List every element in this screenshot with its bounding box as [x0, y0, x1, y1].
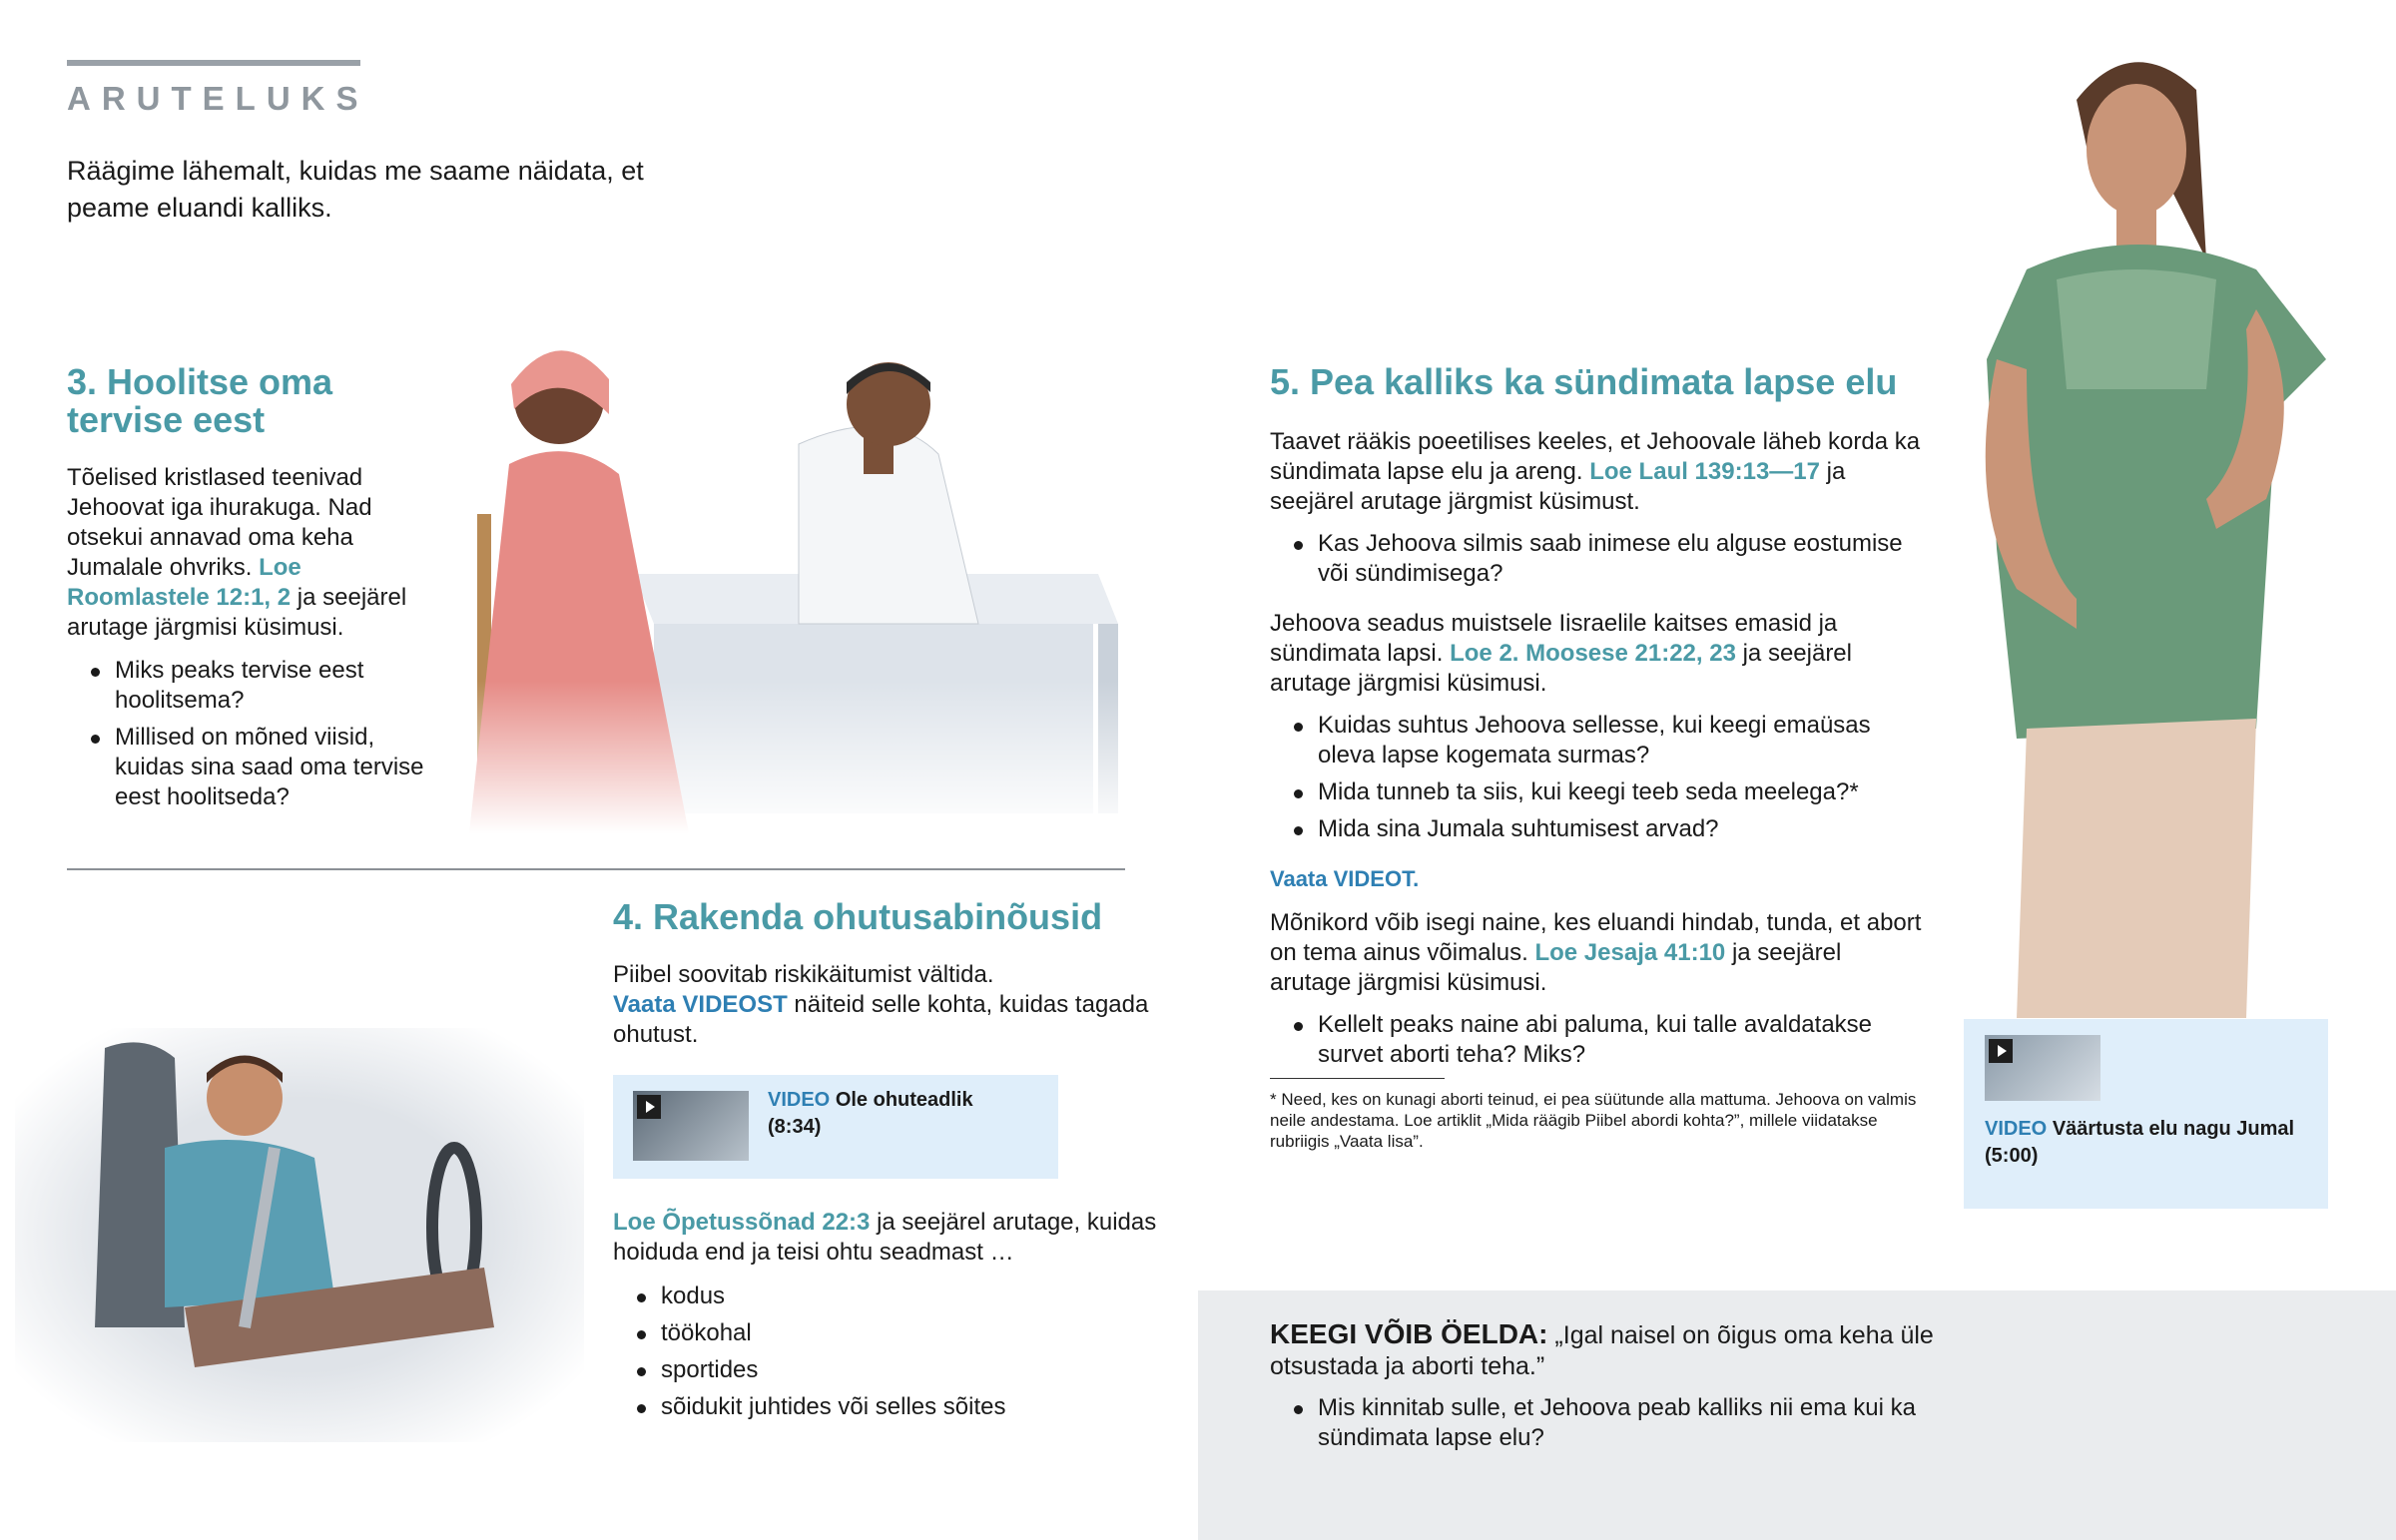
section-5-heading: 5. Pea kalliks ka sündimata lapse elu	[1270, 361, 1898, 402]
intro-text: Räägime lähemalt, kuidas me saame näidata, et peame eluandi kalliks.	[67, 156, 644, 223]
section-5-paragraph-1: Taavet rääkis poeetilises keeles, et Jehoovale läheb korda ka sündimata lapse elu ja areng. Loe Laul 139:13—17 ja seejärel arutage järgmist küsimust.	[1270, 428, 1921, 515]
doctor-visit-image	[469, 324, 1128, 833]
title-rule	[67, 60, 360, 66]
section-5-paragraph-2: Jehoova seadus muistsele Iisraelile kaitses emasid ja sündimata lapsi. Loe 2. Moosese 21:22, 23 ja seejärel arutage järgmisi küsimusi.	[1270, 610, 1852, 697]
section-4-read-paragraph: Loe Õpetussõnad 22:3 ja seejärel arutage, kuidas hoiduda end ja teisi ohtu seadmast …	[613, 1209, 1157, 1266]
list-item: Mis kinnitab sulle, et Jehoova peab kalliks nii ema kui ka sündimata lapse elu?	[1270, 1393, 1969, 1453]
video-box-value-life[interactable]	[1964, 1019, 2328, 1209]
list-item: Millised on mõned viisid, kuidas sina saad oma tervise eest hoolitseda?	[67, 723, 426, 812]
seatbelt-illustration	[15, 1028, 584, 1442]
section-4-paragraph: Piibel soovitab riskikäitumist vältida. Vaata VIDEOST näiteid selle kohta, kuidas tagada ohutust.	[613, 961, 1149, 1048]
list-item: sõidukit juhtides või selles sõites	[613, 1392, 1172, 1422]
list-item: Mida tunneb ta siis, kui keegi teeb seda meelega?*	[1270, 777, 1929, 807]
section-3-questions	[67, 656, 426, 812]
video-caption: VIDEO Ole ohuteadlik (8:34)	[768, 1089, 973, 1138]
section-4-read	[613, 1208, 1172, 1429]
footnote: * Need, kes on kunagi aborti teinud, ei pea süütunde alla mattuma. Jehoova on valmis neile andestama. Loe artiklit „Mida räägib Piibel abordi kohta?”, millele viidatakse rubriigis „Vaata lisa”.	[1270, 1090, 1917, 1151]
list-item: töökohal	[613, 1318, 1172, 1348]
section-divider	[67, 868, 1125, 870]
list-item: Kuidas suhtus Jehoova sellesse, kui keegi emaüsas oleva lapse kogemata surmas?	[1270, 711, 1929, 770]
list-item: kodus	[613, 1282, 1172, 1311]
section-5-questions-3	[1270, 1010, 1929, 1070]
section-5-questions-1	[1270, 529, 1929, 589]
pregnant-woman-image	[1957, 30, 2346, 1018]
section-5	[1270, 363, 1929, 1152]
videos-link[interactable]: Vaata VIDEOT.	[1270, 866, 1420, 891]
list-item: Miks peaks tervise eest hoolitsema?	[67, 656, 426, 716]
someone-may-say-quote: „Igal naisel on õigus oma keha üle otsustada ja aborti teha.”	[1270, 1321, 1934, 1380]
section-3-heading: 3. Hoolitse oma tervise eest	[67, 361, 333, 440]
section-5-questions-2	[1270, 711, 1929, 844]
video-box-safety[interactable]	[613, 1075, 1058, 1179]
list-item: sportides	[613, 1355, 1172, 1385]
section-3-paragraph: Tõelised kristlased teenivad Jehoovat iga ihurakuga. Nad otsekui annavad oma keha Jumalale ohvriks. Loe Roomlastele 12:1, 2 ja seejärel arutage järgmisi küsimusi.	[67, 464, 407, 641]
someone-may-say-box	[1198, 1290, 2396, 1540]
someone-may-say-label: KEEGI VÕIB ÖELDA:	[1270, 1318, 1548, 1349]
someone-may-say-text	[1270, 1318, 2029, 1382]
footnote-rule	[1270, 1078, 1445, 1079]
section-4-places	[613, 1282, 1172, 1422]
video-link[interactable]: Vaata VIDEOST	[613, 991, 788, 1018]
video-thumbnail[interactable]	[1985, 1035, 2100, 1101]
video-caption: VIDEO Väärtusta elu nagu Jumal (5:00)	[1985, 1118, 2295, 1167]
section-5-paragraph-3: Mõnikord võib isegi naine, kes eluandi hindab, tunda, et abort on tema ainus võimalus. Loe Jesaja 41:10 ja seejärel arutage järgmisi küsimusi.	[1270, 909, 1922, 996]
doctor-visit-illustration	[469, 324, 1128, 833]
list-item: Mida sina Jumala suhtumisest arvad?	[1270, 814, 1929, 844]
someone-may-say-questions	[1270, 1393, 1969, 1460]
scripture-link-isaiah[interactable]: Loe Jesaja 41:10	[1534, 939, 1726, 966]
pregnant-woman-illustration	[1957, 30, 2346, 1018]
section-4-heading: 4. Rakenda ohutusabinõusid	[613, 896, 1103, 937]
video-thumbnail[interactable]	[633, 1091, 749, 1161]
scripture-link-exodus[interactable]: Loe 2. Moosese 21:22, 23	[1450, 640, 1736, 667]
page-title: ARUTELUKS	[67, 80, 369, 117]
list-item: Kas Jehoova silmis saab inimese elu alguse eostumise või sündimisega?	[1270, 529, 1929, 589]
scripture-link-romans[interactable]: Loe Roomlastele 12:1, 2	[67, 554, 301, 611]
section-3	[67, 363, 426, 819]
scripture-link-proverbs[interactable]: Loe Õpetussõnad 22:3	[613, 1209, 871, 1236]
seatbelt-image	[15, 1028, 584, 1442]
play-icon[interactable]	[1989, 1039, 2013, 1063]
play-icon[interactable]	[637, 1095, 661, 1119]
list-item: Kellelt peaks naine abi paluma, kui talle avaldatakse survet aborti teha? Miks?	[1270, 1010, 1929, 1070]
section-4	[613, 898, 1172, 1050]
scripture-link-psalm[interactable]: Loe Laul 139:13—17	[1589, 458, 1820, 485]
